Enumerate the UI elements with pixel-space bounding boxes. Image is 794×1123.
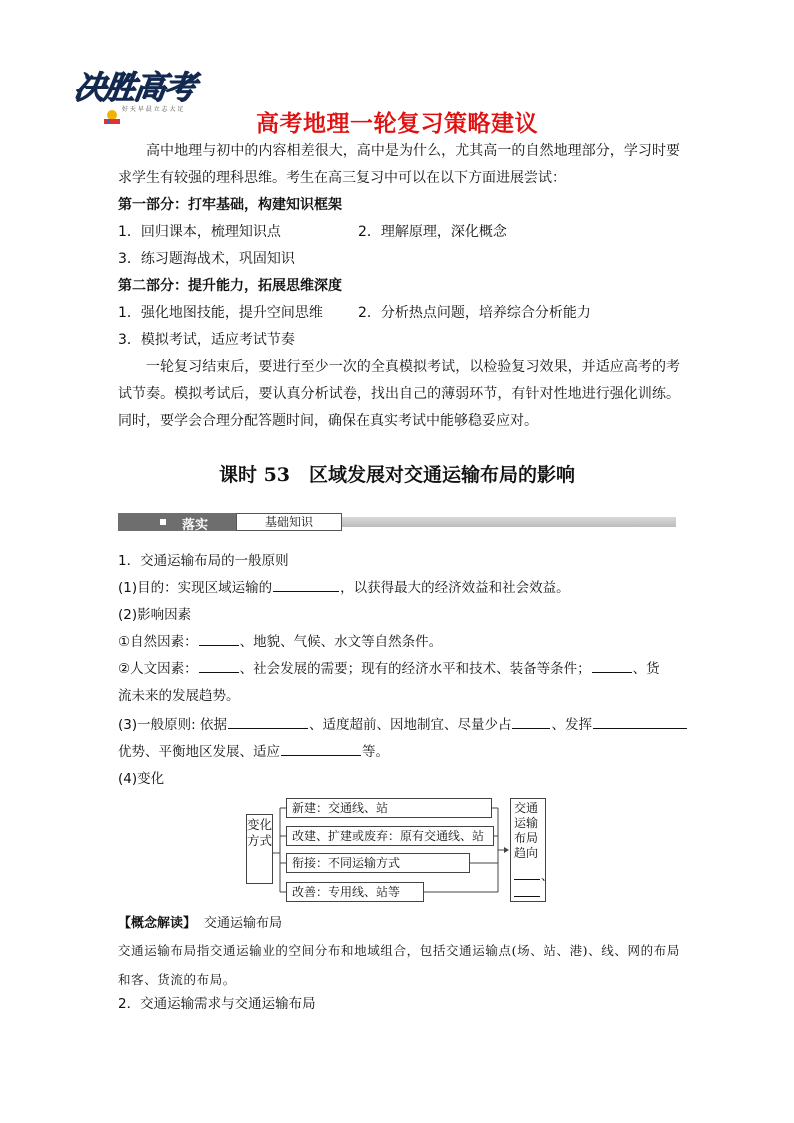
fill-blank[interactable] bbox=[273, 577, 339, 592]
text-fragment: ②人文因素： bbox=[118, 661, 198, 677]
change-diagram bbox=[246, 798, 566, 908]
logo-motto: 好 天 早 晨 立 志 大 足 bbox=[122, 106, 184, 113]
diagram-row-2: 改建、扩建或废弃：原有交通线、站 bbox=[286, 826, 494, 846]
part1-item-2: 2．理解原理，深化概念 bbox=[358, 224, 507, 240]
page-title: 高考地理一轮复习策略建议 bbox=[256, 111, 538, 137]
diagram-right-label: 交通运输布局趋向 bbox=[513, 801, 538, 860]
text-fragment: 优势、平衡地区发展、适应 bbox=[118, 744, 280, 760]
section-bar-tab bbox=[118, 513, 236, 531]
diagram-left-box: 变化方式 bbox=[246, 814, 273, 884]
part2-item-2: 2．分析热点问题，培养综合分析能力 bbox=[358, 305, 591, 321]
text-fragment: ①自然因素： bbox=[118, 634, 198, 650]
diagram-row-4: 改善：专用线、站等 bbox=[286, 882, 424, 902]
content-line-5: 流未来的发展趋势。 bbox=[118, 688, 240, 704]
text-fragment: (3)一般原则: 依据 bbox=[118, 717, 227, 733]
square-bullet-icon bbox=[160, 519, 166, 525]
text-fragment: 、货 bbox=[632, 661, 660, 677]
summary-paragraph: 一轮复习结束后，要进行至少一次的全真模拟考试，以检验复习效果，并适应高考的考试节奏。模拟考试后，要认真分析试卷，找出自己的薄弱环节，有针对性地进行强化训练。同时，要学会合理分配答题时间，确保在真实考试中能够稳妥应对。 bbox=[118, 359, 680, 429]
content-line-7 bbox=[118, 739, 389, 765]
part2-item-3: 3．模拟考试，适应考试节奏 bbox=[118, 332, 295, 348]
diagram-row-3: 衔接：不同运输方式 bbox=[286, 853, 470, 873]
fill-blank[interactable] bbox=[281, 741, 361, 756]
section-bar bbox=[118, 513, 676, 531]
section-bar-box: 基础知识 bbox=[236, 513, 342, 531]
text-fragment: 、地貌、气候、水文等自然条件。 bbox=[239, 634, 443, 650]
concept-tag: 【概念解读】 bbox=[118, 916, 197, 931]
text-fragment: 等。 bbox=[362, 744, 389, 760]
fill-blank[interactable] bbox=[514, 892, 540, 897]
concept-heading bbox=[118, 912, 282, 936]
content-heading-1: 1．交通运输布局的一般原则 bbox=[118, 553, 289, 569]
part1-heading: 第一部分：打牢基础，构建知识框架 bbox=[118, 197, 342, 213]
fill-blank[interactable] bbox=[592, 658, 632, 673]
part2-item-1: 1．强化地图技能，提升空间思维 bbox=[118, 305, 323, 321]
content-line-2: (2)影响因素 bbox=[118, 607, 192, 623]
fill-blank[interactable] bbox=[228, 714, 308, 729]
text-fragment: 、社会发展的需要；现有的经济水平和技术、装备等条件； bbox=[239, 661, 591, 677]
part1-item-3: 3．练习题海战术，巩固知识 bbox=[118, 251, 295, 267]
diagram-row-1: 新建：交通线、站 bbox=[286, 798, 492, 818]
part1-item-1: 1．回归课本，梳理知识点 bbox=[118, 224, 281, 240]
text-fragment: 、发挥 bbox=[551, 717, 592, 733]
text-fragment: (1)目的：实现区域运输的 bbox=[118, 580, 273, 596]
intro-paragraph: 高中地理与初中的内容相差很大，高中是为什么，尤其高一的自然地理部分，学习时要求学生有较强的理科思维。考生在高三复习中可以在以下方面进展尝试： bbox=[118, 143, 680, 186]
text-fragment: ，以获得最大的经济效益和社会效益。 bbox=[340, 580, 570, 596]
fill-blank[interactable] bbox=[199, 658, 239, 673]
section-bar-stripe bbox=[342, 517, 676, 527]
content-line-6 bbox=[118, 712, 688, 738]
content-heading-2: 2．交通运输需求与交通运输布局 bbox=[118, 996, 316, 1012]
fill-blank[interactable] bbox=[512, 714, 550, 729]
content-line-8: (4)变化 bbox=[118, 771, 165, 787]
fill-blank[interactable] bbox=[199, 631, 239, 646]
text-fragment: 、适度超前、因地制宜、尽量少占 bbox=[308, 717, 512, 733]
diagram-right-separator: 、 bbox=[541, 869, 554, 883]
part2-heading: 第二部分：提升能力，拓展思维深度 bbox=[118, 278, 342, 294]
content-line-1 bbox=[118, 575, 570, 601]
content-line-4 bbox=[118, 656, 660, 682]
concept-name: 交通运输布局 bbox=[204, 916, 283, 931]
lesson-title: 课时 53 区域发展对交通运输布局的影响 bbox=[218, 464, 576, 486]
fill-blank[interactable] bbox=[593, 714, 687, 729]
diagram-right-box bbox=[510, 798, 554, 902]
logo-text: 决胜高考 bbox=[71, 68, 197, 106]
fill-blank[interactable] bbox=[514, 875, 540, 880]
content-line-3 bbox=[118, 629, 442, 655]
section-bar-label: 落实 bbox=[182, 518, 209, 533]
concept-text: 交通运输布局指交通运输业的空间分布和地域组合，包括交通运输点(场、站、港)、线、网的布局和客、货流的布局。 bbox=[118, 943, 680, 987]
